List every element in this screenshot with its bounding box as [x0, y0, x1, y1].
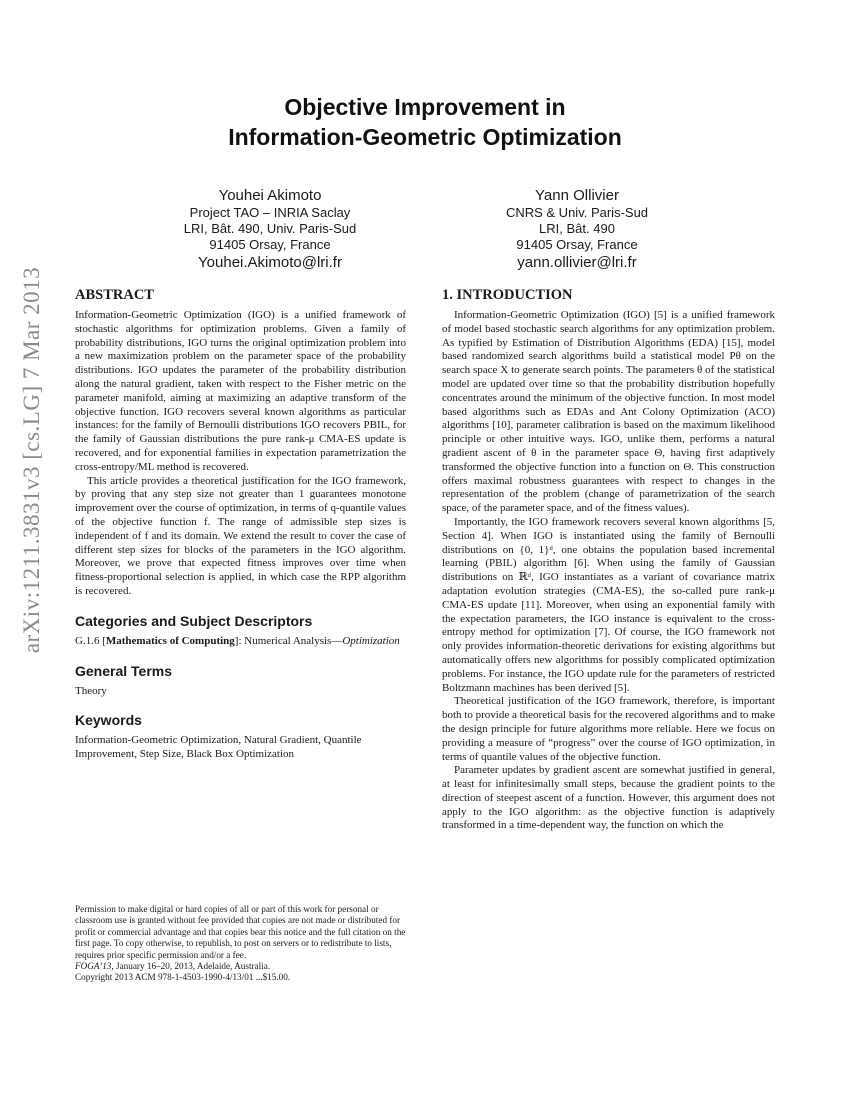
copyright-line: Copyright 2013 ACM 978-1-4503-1990-4/13/01 ...$15.00. — [75, 972, 291, 983]
author-affiliation: Project TAO – INRIA Saclay — [189, 205, 351, 220]
abstract-paragraph-2: This article provides a theoretical justification for the IGO framework, by proving that any step size not greater than 1 guarantees monotone improvement over the course of optimization, in terms of q-quantile values of the objective function f. The range of admissible step sizes is independent of f and its domain. We extend the result to cover the case of different step sizes for blocks of the parameters in the IGO algorithm. Moreover, we prove that expected fitness improves over time when fitness-proportional selection is applied, in which case the RPP algorithm is recovered. — [75, 474, 406, 597]
author-email: Youhei.Akimoto@lri.fr — [198, 254, 342, 271]
introduction-paragraph-2: Importantly, the IGO framework recovers several known algorithms [5, Section 4]. When IGO is instantiated using the family of Bernoulli distributions on {0, 1}ᵈ, one obtains the population based incremental learning (PBIL) algorithm [6]. When using the family of Gaussian distributions on ℝᵈ, IGO instantiates as a variant of covariance matrix adaptation evolution strategies (CMA-ES), the so-called pure rank-μ CMA-ES update [11]. Moreover, when using an exponential family with the expectation parameters, the IGO instance is equivalent to the cross-entropy method for optimization [7]. Of course, the IGO framework not only provides information-theoretic derivations for existing algorithms but automatically offers new algorithms for possibly complicated optimization problems. For instance, the IGO update rule for the parameters of restricted Boltzmann machines has been derived [5]. — [442, 515, 775, 694]
author-email: yann.ollivier@lri.fr — [517, 254, 637, 271]
keywords-heading: Keywords — [75, 712, 142, 729]
author-address: LRI, Bât. 490 — [539, 221, 615, 236]
author-address: LRI, Bât. 490, Univ. Paris-Sud — [183, 221, 357, 236]
categories-heading: Categories and Subject Descriptors — [75, 612, 313, 629]
category-rest: ]: Numerical Analysis— — [234, 634, 343, 647]
permission-text: Permission to make digital or hard copies of all or part of this work for personal or classroom use is granted without fee provided that copies are not made or distributed for profit or commercial advantage and that copies bear this notice and the full citation on the first page. To copy otherwise, to republish, to post on servers or to redistribute to lists, requires prior specific permission and/or a fee. — [75, 904, 406, 960]
introduction-heading: 1. INTRODUCTION — [442, 287, 573, 303]
author-affiliation: CNRS & Univ. Paris-Sud — [505, 205, 649, 220]
author-block-1 — [140, 186, 400, 272]
right-column — [442, 287, 775, 833]
venue-details: January 16–20, 2013, Adelaide, Australia. — [113, 961, 271, 972]
left-column — [75, 287, 406, 762]
general-terms-text: Theory — [75, 684, 107, 697]
author-name: Youhei Akimoto — [218, 187, 322, 204]
venue-line — [75, 961, 406, 972]
categories-text — [75, 635, 406, 649]
general-terms-section — [75, 663, 406, 699]
paper-title-line-2: Information-Geometric Optimization — [228, 124, 622, 150]
permission-footnote — [75, 904, 406, 984]
introduction-paragraph-4: Parameter updates by gradient ascent are somewhat justified in general, at least for infinitesimally small steps, because the gradient points to the direction of steepest ascent of a function. However, this argument does not apply to the IGO algorithm: as the objective function is adaptively transformed in a time-dependent way, the function on which the — [442, 764, 775, 832]
category-code: G.1.6 [ — [75, 634, 106, 647]
keywords-text: Information-Geometric Optimization, Natural Gradient, Quantile Improvement, Step Size, Black Box Optimization — [75, 734, 362, 761]
categories-section — [75, 613, 406, 649]
author-name: Yann Ollivier — [535, 187, 619, 204]
author-block-2 — [447, 186, 707, 272]
abstract-heading: ABSTRACT — [75, 287, 154, 303]
category-italic: Optimization — [342, 634, 400, 647]
category-bold: Mathematics of Computing — [105, 634, 235, 647]
paper-title — [0, 92, 850, 152]
introduction-paragraph-3: Theoretical justification of the IGO framework, therefore, is important both to provide a theoretical basis for the recovered algorithms and to make the design principle for future algorithms more reliable. Here we focus on providing a measure of “progress” over the course of IGO optimization, in terms of quantile values of the objective function. — [442, 695, 775, 763]
keywords-section — [75, 712, 406, 762]
abstract-paragraph-1: Information-Geometric Optimization (IGO) is a unified framework of stochastic algorithms for optimization problems. Given a family of probability distributions, IGO turns the original optimization problem into a new maximization problem on the parameter space of the probability distributions. IGO updates the parameter of the probability distribution along the natural gradient, taken with respect to the Fisher metric on the parameter manifold, aiming at maximizing an adaptive transform of the objective function. IGO recovers several known algorithms as particular instances: for the family of Bernoulli distributions IGO recovers PBIL, for the family of Gaussian distributions the pure rank-μ CMA-ES update is recovered, and for exponential families in expectation parametrization the cross-entropy/ML method is recovered. — [75, 309, 406, 473]
author-city: 91405 Orsay, France — [209, 237, 331, 252]
arxiv-identifier-text: arXiv:1211.3831v3 [cs.LG] 7 Mar 2013 — [19, 266, 45, 654]
author-city: 91405 Orsay, France — [516, 237, 638, 252]
general-terms-heading: General Terms — [75, 662, 173, 679]
paper-title-line-1: Objective Improvement in — [284, 94, 566, 120]
arxiv-identifier — [8, 266, 56, 654]
introduction-paragraph-1: Information-Geometric Optimization (IGO) [5] is a unified framework of model based stochastic search algorithms for any optimization problem. As typified by Estimation of Distribution Algorithms (EDA) [15], model based randomized search algorithms build a statistical model Pθ on the search space X to generate search points. The parameters θ of the statistical model are updated over time so that the probability distribution hopefully concentrates around the minimum of the objective function. In most model based algorithms such as EDAs and Ant Colony Optimization (ACO) algorithms [10], parameter calibration is based on the maximum likelihood principle or other intuitive ways. IGO, unlike them, performs a natural gradient ascent of θ in the parameter space Θ, having first adaptively transformed the objective function into a function on Θ. This construction offers maximal robustness guarantees with respect to changes in the representation of the problem (change of parametrization of the search space, of the parameter space, and of the fitness values). — [442, 309, 775, 515]
venue-name: FOGA’13, — [75, 961, 114, 972]
